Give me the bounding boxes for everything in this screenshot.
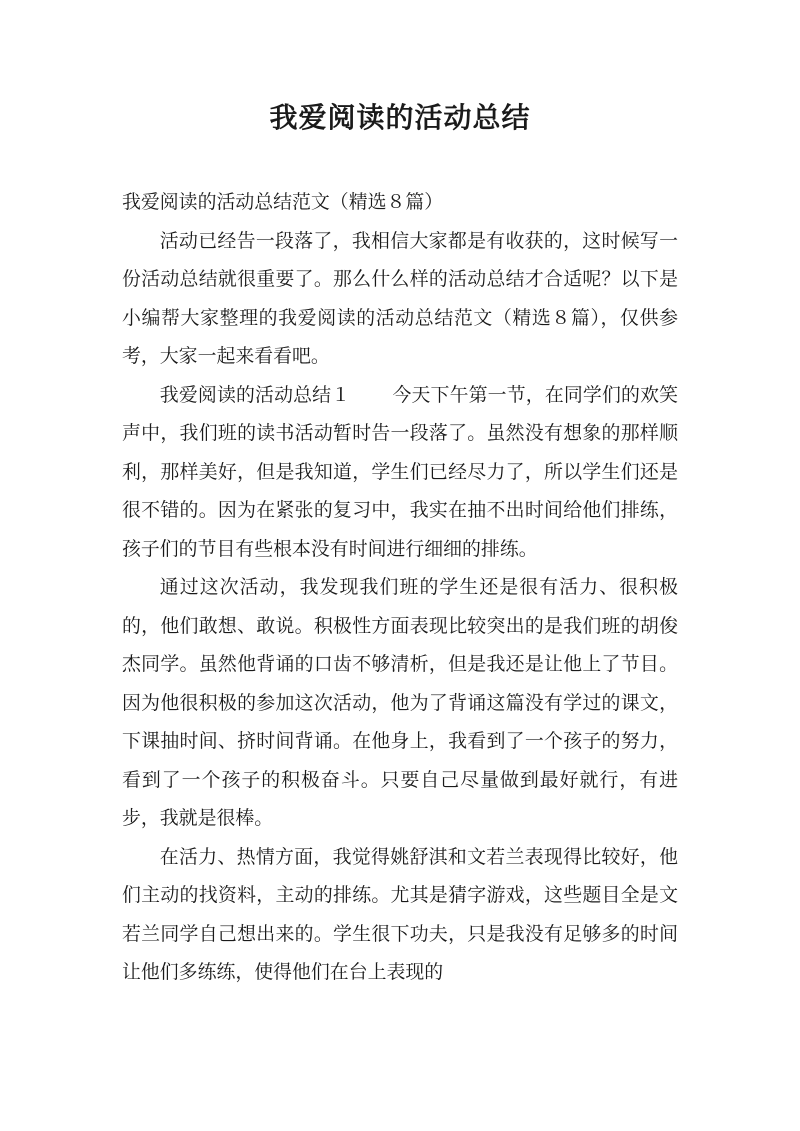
paragraph-3: 在活力、热情方面，我觉得姚舒淇和文若兰表现得比较好，他们主动的找资料，主动的排练。尤其是猜字游戏，这些题目全是文若兰同学自己想出来的。学生很下功夫，只是我没有足够多的时间让他们多练练，使得他们在台上表现的: [122, 845, 678, 983]
section-1-heading: 我爱阅读的活动总结１: [159, 383, 351, 406]
paragraph-2: 通过这次活动，我发现我们班的学生还是很有活力、很积极的，他们敢想、敢说。积极性方面表现比较突出的是我们班的胡俊杰同学。虽然他背诵的口齿不够清析，但是我还是让他上了节目。因为他很积极的参加这次活动，他为了背诵这篇没有学过的课文，下课抽时间、挤时间背诵。在他身上，我看到了一个孩子的努力，看到了一个孩子的积极奋斗。只要自己尽量做到最好就行，有进步，我就是很棒。: [122, 576, 678, 829]
section-1-text: 今天下午第一节，在同学们的欢笑声中，我们班的读书活动暂时告一段落了。虽然没有想象的那样顺利，那样美好，但是我知道，学生们已经尽力了，所以学生们还是很不错的。因为在紧张的复习中，我实在抽不出时间给他们排练，孩子们的节目有些根本没有时间进行细细的排练。: [122, 383, 679, 560]
section-1-paragraph: [122, 376, 678, 569]
document-subtitle: 我爱阅读的活动总结范文（精选８篇）: [122, 191, 444, 213]
document-title: 我爱阅读的活动总结: [269, 101, 531, 134]
intro-paragraph: 活动已经告一段落了，我相信大家都是有收获的，这时候写一份活动总结就很重要了。那么什么样的活动总结才合适呢？以下是小编帮大家整理的我爱阅读的活动总结范文（精选８篇），仅供参考，大家一起来看看吧。: [122, 229, 678, 367]
document-body: [122, 183, 678, 992]
